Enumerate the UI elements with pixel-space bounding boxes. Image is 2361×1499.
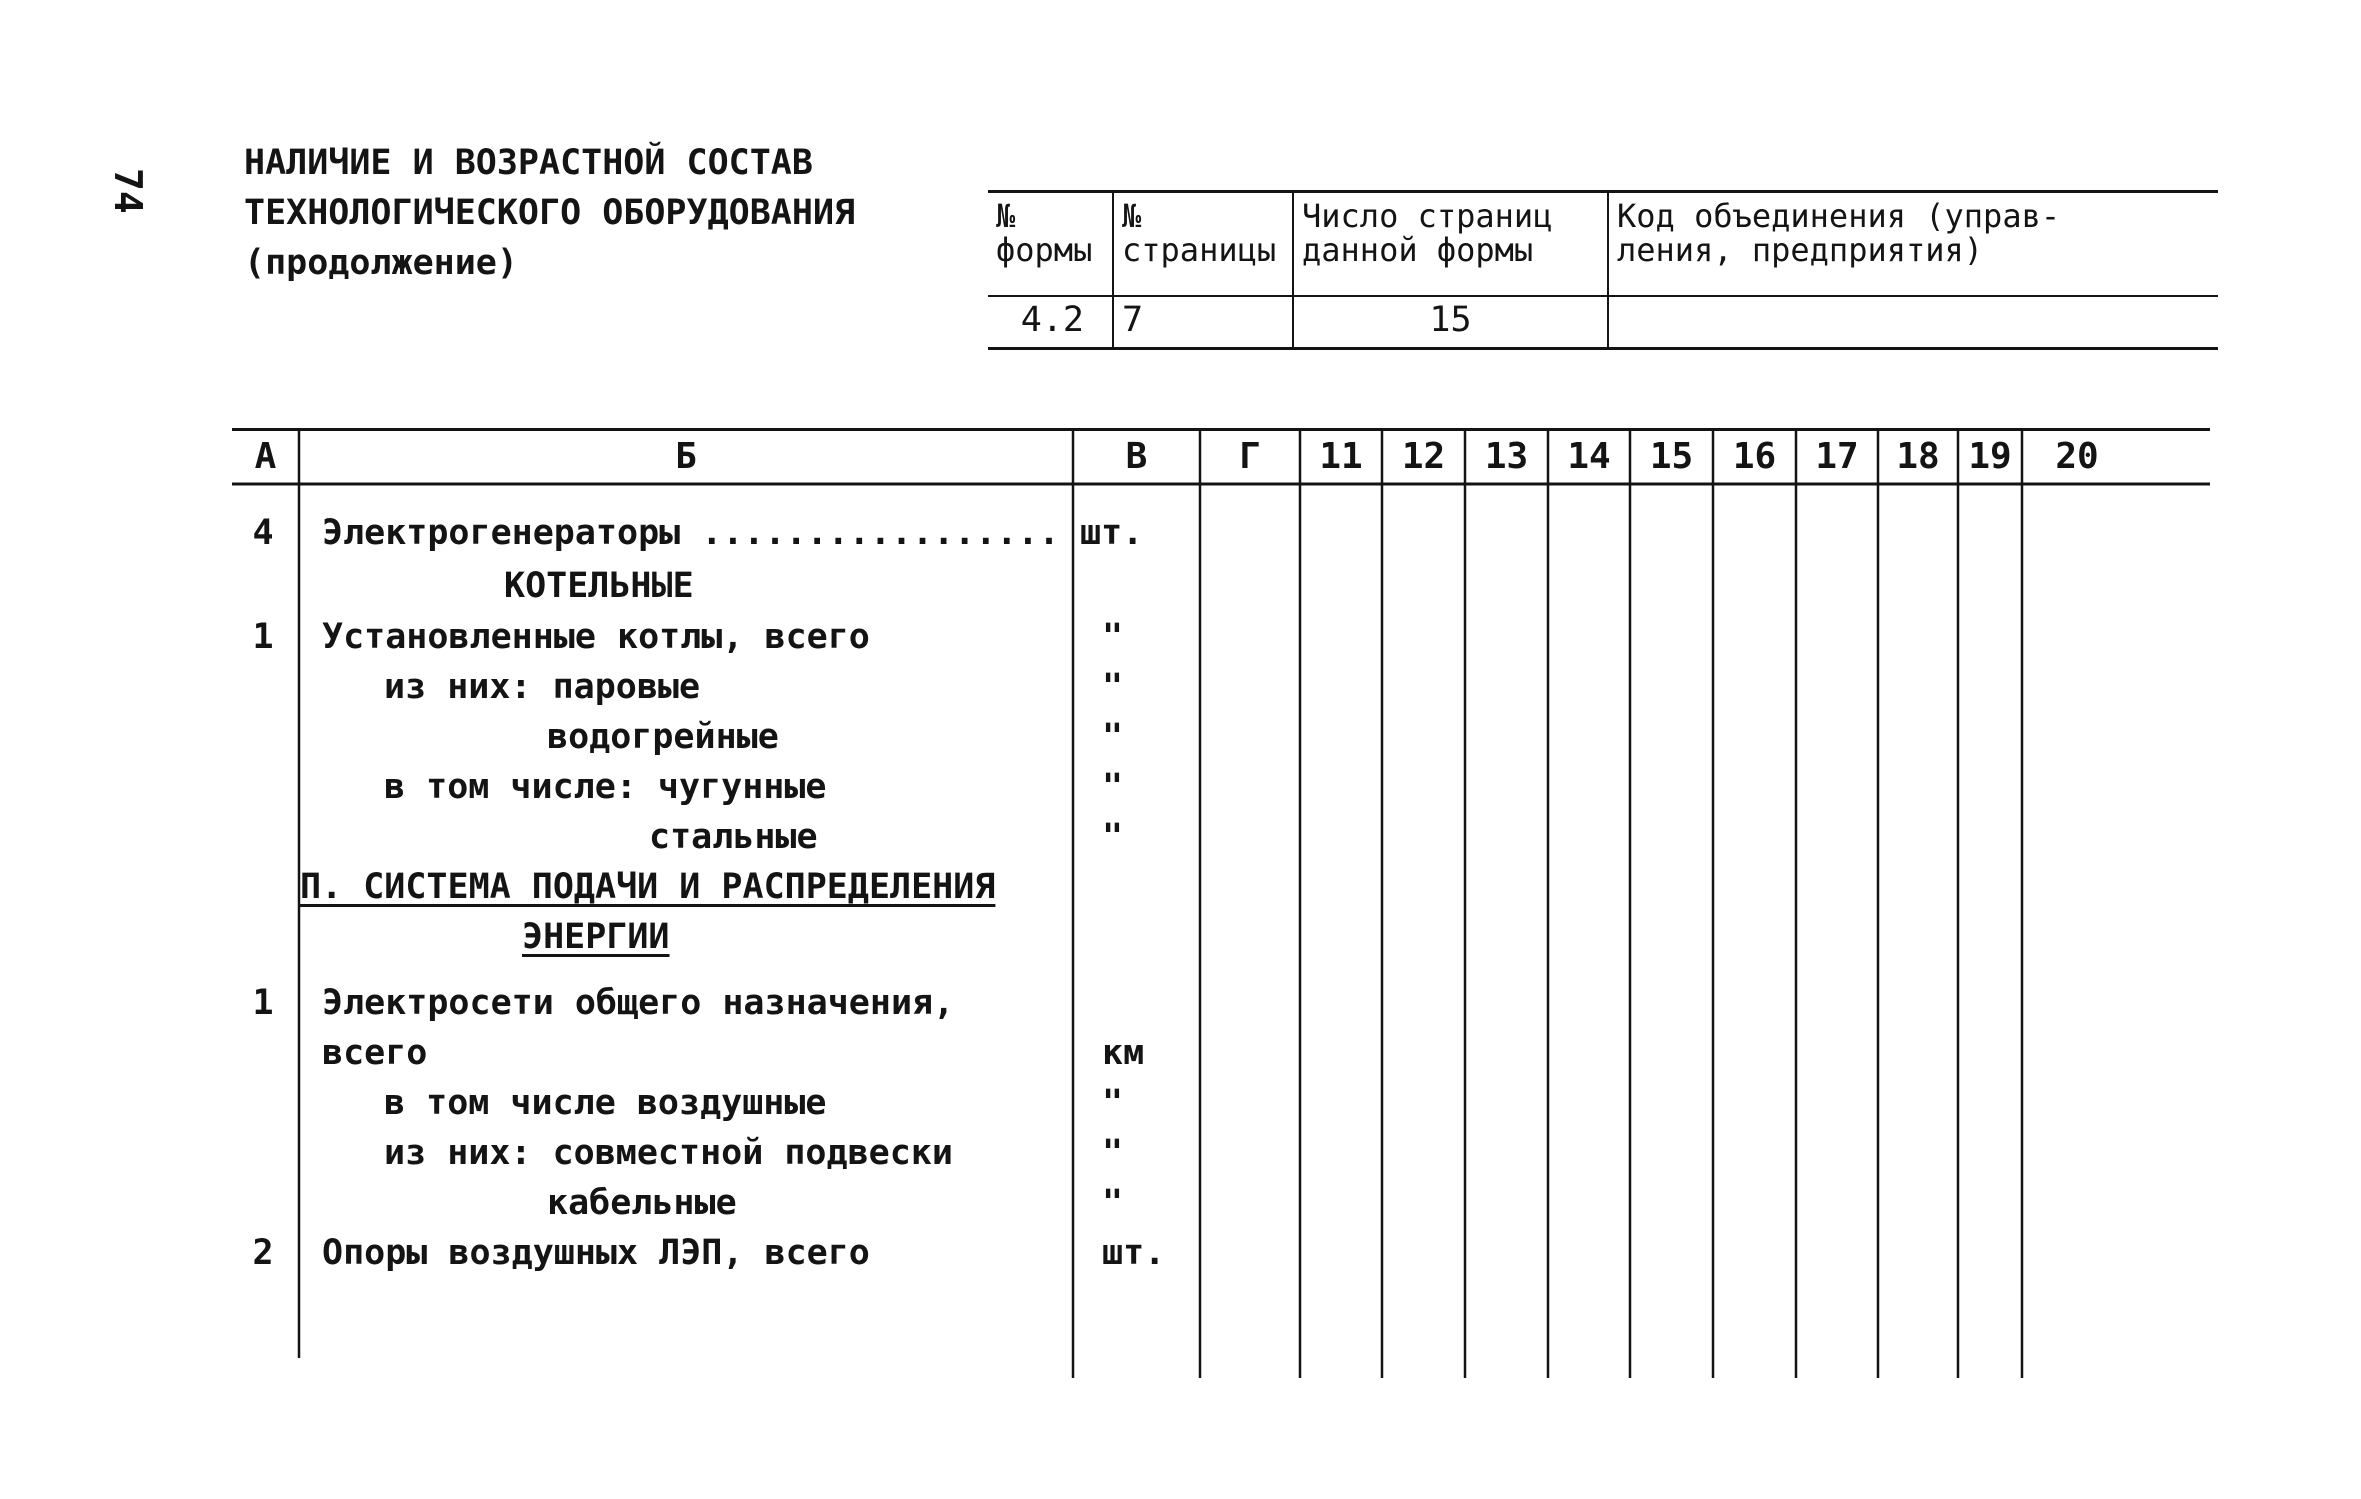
col-header-17: 17 xyxy=(1815,436,1859,477)
section-heading: П. СИСТЕМА ПОДАЧИ И РАСПРЕДЕЛЕНИЯ xyxy=(300,867,996,907)
row-label: из них: совместной подвески xyxy=(384,1133,953,1173)
page-number: 74 xyxy=(106,168,150,214)
table-row xyxy=(232,762,2210,812)
row-label: стальные xyxy=(649,817,818,857)
table-row xyxy=(232,978,2210,1028)
col-header-15: 15 xyxy=(1649,436,1694,477)
table-row xyxy=(232,508,2210,558)
document-title xyxy=(244,138,855,288)
col-header-b: Б xyxy=(675,436,697,477)
row-label: всего xyxy=(322,1033,428,1073)
org-code-value xyxy=(1608,296,2218,349)
form-number-value: 4.2 xyxy=(988,296,1113,349)
form-info-table xyxy=(988,190,2218,350)
row-number: 1 xyxy=(252,983,274,1023)
row-unit: " xyxy=(1102,817,1124,857)
col-header-16: 16 xyxy=(1732,436,1777,477)
row-unit: " xyxy=(1102,1083,1124,1123)
row-number: 2 xyxy=(252,1233,274,1273)
col-header-19: 19 xyxy=(1968,436,2012,477)
col-header-18: 18 xyxy=(1896,436,1940,477)
row-label: Установленные котлы, всего xyxy=(322,617,870,657)
table-row xyxy=(232,1178,2210,1228)
col-header-20: 20 xyxy=(2055,436,2099,477)
table-row xyxy=(232,1078,2210,1128)
page-number-value: 7 xyxy=(1113,296,1293,349)
row-label: Электрогенераторы ................. xyxy=(322,513,1060,553)
table-row xyxy=(232,712,2210,762)
row-unit: " xyxy=(1102,1183,1124,1223)
row-label: Электросети общего назначения, xyxy=(322,983,955,1023)
col-header-13: 13 xyxy=(1484,436,1529,477)
row-unit: " xyxy=(1102,667,1124,707)
table-row xyxy=(232,1128,2210,1178)
row-unit: км xyxy=(1102,1033,1145,1073)
title-line-3: (продолжение) xyxy=(244,243,518,283)
row-label: водогрейные xyxy=(547,717,779,757)
form-info-value-row xyxy=(988,296,2218,349)
row-label: кабельные xyxy=(547,1183,737,1223)
pages-count-value: 15 xyxy=(1293,296,1608,349)
row-unit: " xyxy=(1102,617,1124,657)
table-row xyxy=(232,612,2210,662)
table-row xyxy=(232,812,2210,862)
page-number-header: № страницы xyxy=(1113,192,1293,297)
section-heading: ЭНЕРГИИ xyxy=(522,917,670,957)
table-row xyxy=(232,1228,2210,1278)
row-unit: " xyxy=(1102,1133,1124,1173)
col-header-12: 12 xyxy=(1401,436,1446,477)
title-line-1: НАЛИЧИЕ И ВОЗРАСТНОЙ СОСТАВ xyxy=(244,143,813,183)
col-header-a: А xyxy=(254,436,277,477)
col-header-g: Г xyxy=(1239,436,1261,477)
row-number: 1 xyxy=(252,617,274,657)
title-line-2: ТЕХНОЛОГИЧЕСКОГО ОБОРУДОВАНИЯ xyxy=(244,193,856,233)
col-header-v: В xyxy=(1125,436,1148,477)
table-row xyxy=(232,561,2210,611)
col-header-11: 11 xyxy=(1319,436,1363,477)
table-row xyxy=(232,912,2210,962)
table-row xyxy=(232,662,2210,712)
row-unit: шт. xyxy=(1080,513,1144,553)
row-unit: " xyxy=(1102,717,1124,757)
row-unit: " xyxy=(1102,767,1124,807)
org-code-header: Код объединения (управ- ления, предприятия) xyxy=(1608,192,2218,297)
pages-count-header: Число страниц данной формы xyxy=(1293,192,1608,297)
equipment-ledger-table xyxy=(232,428,2210,1378)
row-number: 4 xyxy=(252,513,274,553)
section-heading: КОТЕЛЬНЫЕ xyxy=(504,566,694,606)
row-label: Опоры воздушных ЛЭП, всего xyxy=(322,1233,870,1273)
row-label: в том числе: чугунные xyxy=(384,767,827,807)
row-unit: шт. xyxy=(1102,1233,1166,1273)
table-row xyxy=(232,862,2210,912)
table-row xyxy=(232,1028,2210,1078)
form-number-header: № формы xyxy=(988,192,1113,297)
form-info-header-row xyxy=(988,192,2218,297)
col-header-14: 14 xyxy=(1567,436,1611,477)
row-label: в том числе воздушные xyxy=(384,1083,827,1123)
row-label: из них: паровые xyxy=(384,667,701,707)
